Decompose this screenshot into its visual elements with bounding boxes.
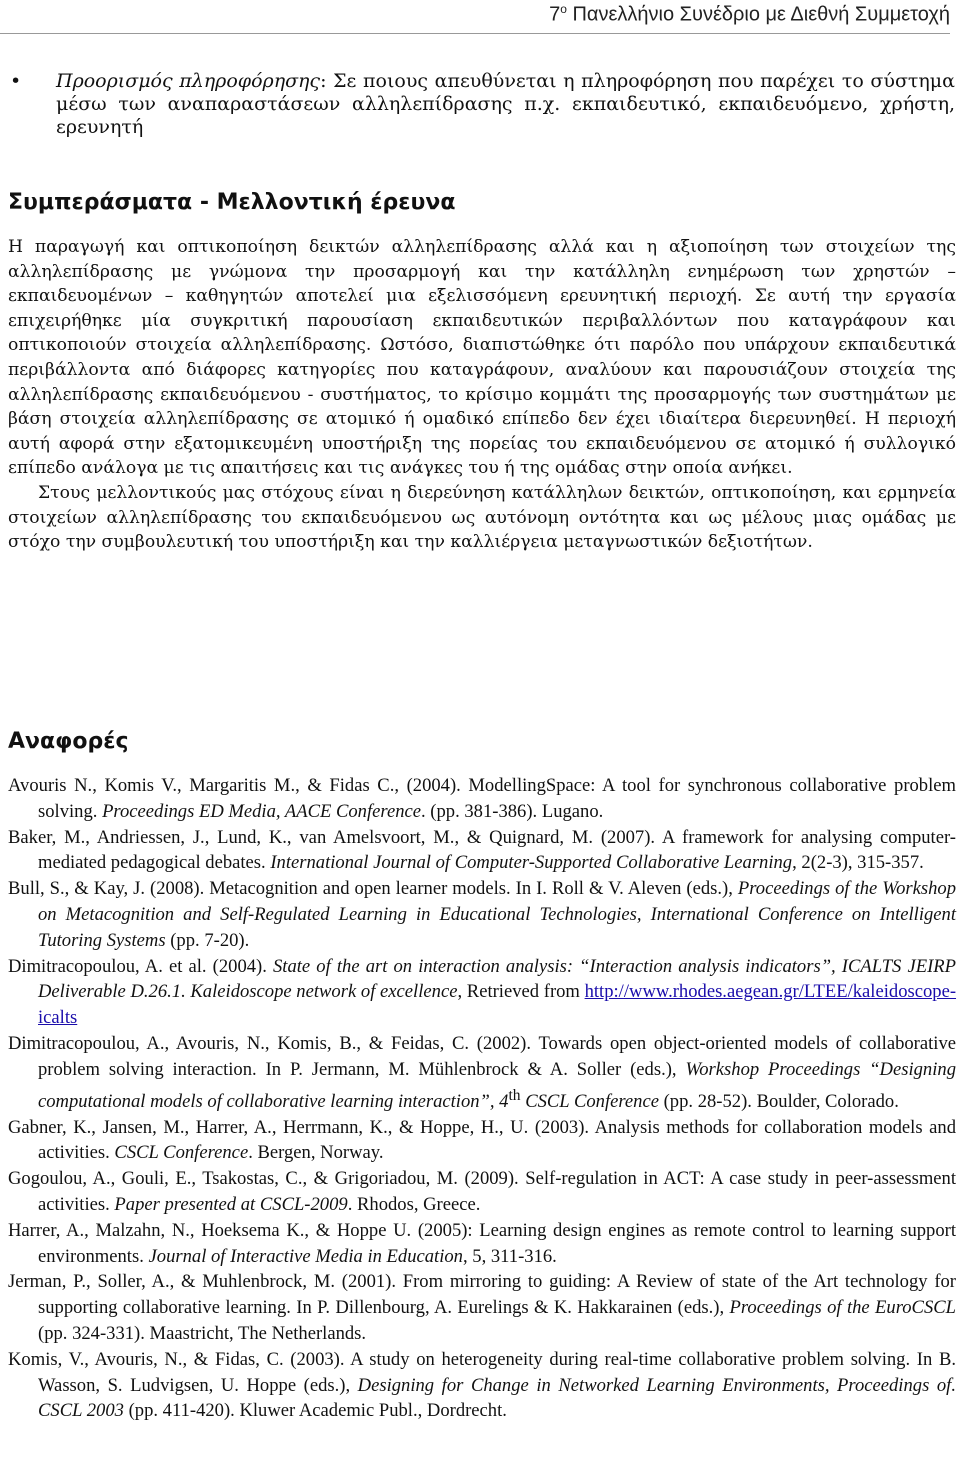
references-heading: Αναφορές bbox=[8, 729, 129, 754]
reference-item: Jerman, P., Soller, A., & Muhlenbrock, M. (2001). From mirroring to guiding: A Review of state of the Art technology for supporting collaborative learning. In P. Dillenbourg, A. Eurelings & K. Hakkarainen (eds.), Proceedings of the EuroCSCL (pp. 324-331). Maastricht, The Netherlands. bbox=[8, 1271, 956, 1344]
reference-item: Dimitracopoulou, A. et al. (2004). State of the art on interaction analysis: “Interaction analysis indicators”, ICALTS JEIRP Deliverable D.26.1. Kaleidoscope network of excellence, Retrieved from http://www.rhodes.aegean.gr/LTEE/kaleidoscope-icalts bbox=[8, 955, 957, 1029]
header-ordinal: 7 bbox=[549, 3, 561, 26]
reference-item: Avouris N., Komis V., Margaritis M., & Fidas C., (2004). ModellingSpace: A tool for synchronous collaborative problem solving. Proceedings ED Media, AACE Conference. (pp. 381-386). Lugano. bbox=[8, 775, 956, 822]
bullet-icon: • bbox=[10, 70, 22, 92]
conclusions-paragraph-2: Στους μελλοντικούς μας στόχους είναι η διερεύνηση κατάλληλων δεικτών, οπτικοποίηση, και ερμηνεία στοιχείων αλληλεπίδρασης του εκπαιδευόμενου ως αυτόνομη οντότητα και ως μέλους μιας ομάδας με στόχο την συμβουλευτική του υποστήριξη και την καλλιέργεια μεταγνωστικών δεξιοτήτων. bbox=[8, 482, 956, 553]
reference-item: Gogoulou, A., Gouli, E., Tsakostas, C., & Grigoriadou, M. (2009). Self-regulation in ACT: A case study in peer-assessment activities. Paper presented at CSCL-2009. Rhodos, Greece. bbox=[8, 1168, 956, 1215]
conclusions-paragraph-1: Η παραγωγή και οπτικοποίηση δεικτών αλληλεπίδρασης αλλά και η αξιοποίηση των στοιχείων της αλληλεπίδρασης με γνώμονα την προσαρμογή και την κατάλληλη ενημέρωση των χρηστών – εκπαιδευομένων – καθηγητών αποτελεί μια εξελισσόμενη ερευνητική περιοχή. Σε αυτή την εργασία επιχειρήθηκε μία συγκριτική παρουσίαση εκπαιδευτικών περιβαλλόντων που καταγράφουν και οπτικοποιούν στοιχεία αλληλεπίδρασης. Ωστόσο, διαπιστώθηκε ότι παρόλο που υπάρχουν εκπαιδευτικά περιβάλλοντα από διάφορες κατηγορίες που καταγράφουν, αναλύουν και παρουσιάζουν στοιχεία της αλληλεπίδρασης εκπαιδευόμενου - συστήματος, το κρίσιμο κομμάτι της προσαρμογής των συστημάτων με βάση στοιχεία αλληλεπίδρασης σε ατομικό ή ομαδικό επίπεδο δεν έχει ιδιαίτερα διερευνηθεί. Η περιοχή αυτή αφορά στην εξατομικευμένη υποστήριξη της πορείας του εκπαιδευόμενου σε ατομικό ή συλλογικό επίπεδο ανάλογα με τις απαιτήσεις και τις ανάγκες του ή της ομάδας στην οποία ανήκει. bbox=[8, 237, 956, 479]
bullet-text: : Σε ποιους απευθύνεται η πληροφόρηση που παρέχει το σύστημα μέσω των αναπαραστάσεων αλληλεπίδρασης π.χ. εκπαιδευτικό, εκπαιδευόμενο, χρήστη, ερευνητή bbox=[56, 70, 955, 138]
references-list bbox=[8, 773, 956, 1424]
header-ordinal-suffix: ο bbox=[560, 2, 567, 16]
bullet-item bbox=[10, 70, 955, 139]
header-title: Πανελλήνιο Συνέδριο με Διεθνή Συμμετοχή bbox=[566, 3, 950, 26]
reference-item: Bull, S., & Kay, J. (2008). Metacognition and open learner models. In I. Roll & V. Aleven (eds.), Proceedings of the Workshop on Metacognition and Self-Regulated Learning in Educational Technologies, International Conference on Intelligent Tutoring Systems (pp. 7-20). bbox=[8, 878, 956, 951]
conclusions-heading: Συμπεράσματα - Μελλοντική έρευνα bbox=[8, 190, 456, 215]
reference-item: Baker, M., Andriessen, J., Lund, K., van Amelsvoort, M., & Quignard, M. (2007). A framework for analysing computer-mediated pedagogical debates. International Journal of Computer-Supported Collaborative Learning, 2(2-3), 315-357. bbox=[8, 826, 956, 874]
reference-link[interactable]: http://www.rhodes.aegean.gr/LTEE/kaleidoscope-icalts bbox=[38, 981, 957, 1029]
running-header bbox=[0, 2, 950, 34]
bullet-label: Προορισμός πληροφόρησης bbox=[56, 70, 321, 92]
reference-item: Harrer, A., Malzahn, N., Hoeksema K., & Hoppe U. (2005): Learning design engines as remote control to learning support environments. Journal of Interactive Media in Education, 5, 311-316. bbox=[8, 1219, 956, 1267]
reference-item: Komis, V., Avouris, N., & Fidas, C. (2003). A study on heterogeneity during real-time collaborative problem solving. In B. Wasson, S. Ludvigsen, U. Hoppe (eds.), Designing for Change in Networked Learning Environments, Proceedings of. CSCL 2003 (pp. 411-420). Kluwer Academic Publ., Dordrecht. bbox=[8, 1348, 956, 1422]
conclusions-body bbox=[8, 235, 956, 555]
reference-item: Dimitracopoulou, A., Avouris, N., Komis, B., & Feidas, C. (2002). Towards open object-oriented models of collaborative problem solving interaction. In P. Jermann, M. Mühlenbrock & A. Soller (eds.), Workshop Proceedings “Designing computational models of collaborative learning interaction”, 4th CSCL Conference (pp. 28-52). Boulder, Colorado. bbox=[8, 1032, 956, 1112]
reference-item: Gabner, K., Jansen, M., Harrer, A., Herrmann, K., & Hoppe, H., U. (2003). Analysis methods for collaboration models and activities. CSCL Conference. Bergen, Norway. bbox=[8, 1116, 956, 1164]
